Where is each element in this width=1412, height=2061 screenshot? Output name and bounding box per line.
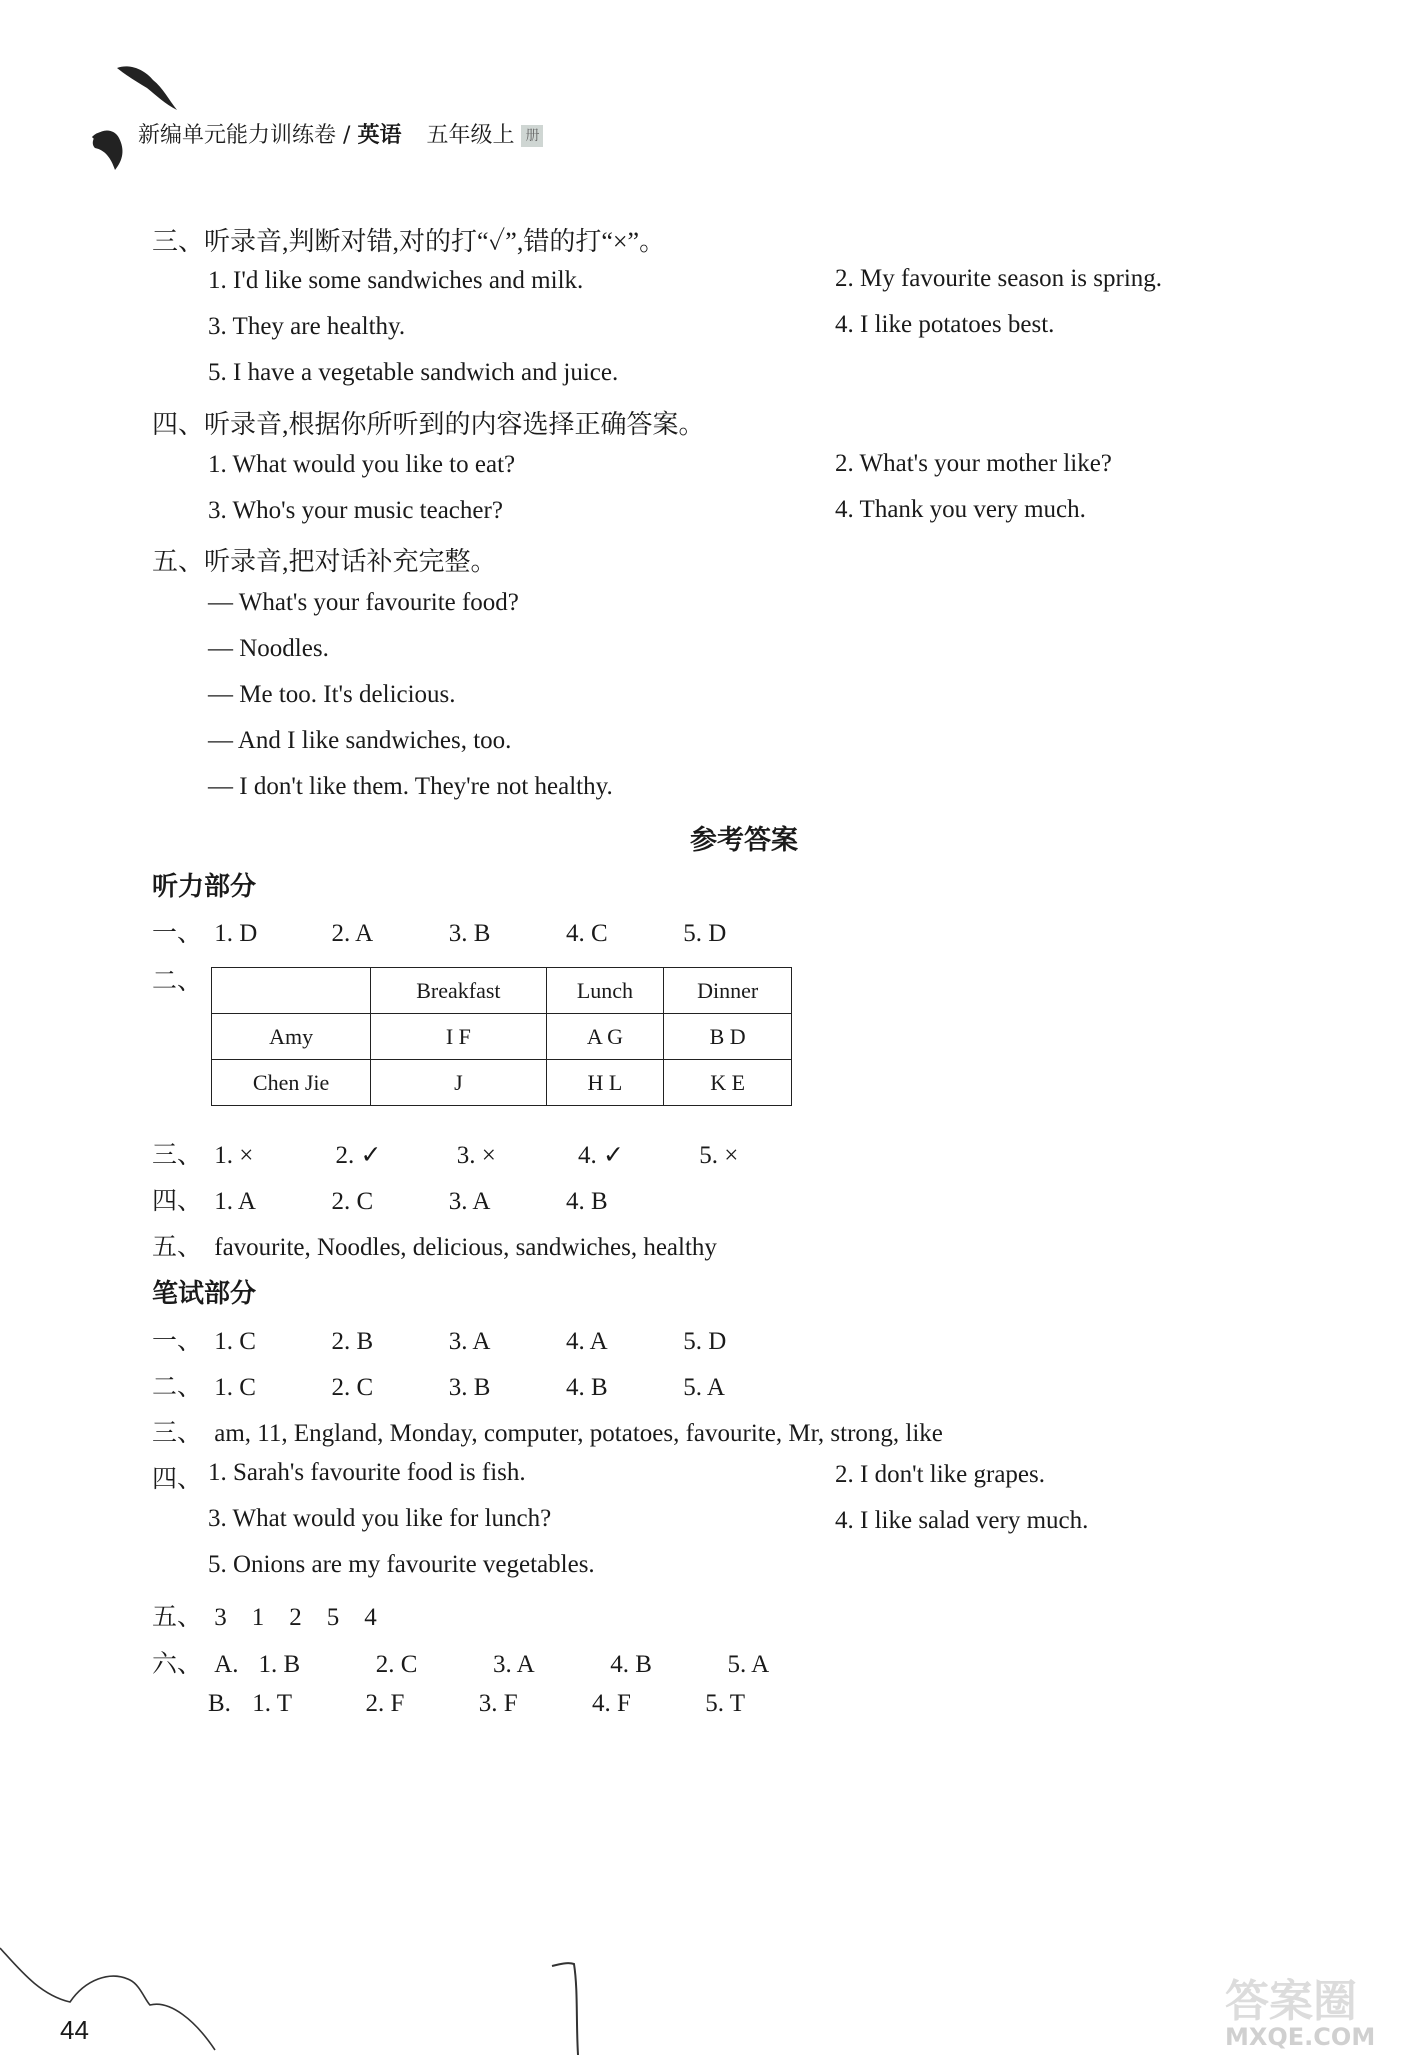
w3-answers [152,1413,943,1449]
l1-answer: 5. D [683,920,727,947]
w5-label: 五、 [152,1604,203,1631]
q3-item-1: 1. I'd like some sandwiches and milk. [208,267,584,294]
w2-answer: 5. A [683,1374,725,1401]
l3-answer: 3. × [456,1142,496,1169]
l1-answer: 4. C [566,920,608,947]
l5-answer: favourite, Noodles, delicious, sandwiches, healthy [214,1234,717,1261]
w2-answer: 2. C [331,1374,374,1401]
q5-title: 五、听录音,把对话补充完整。 [152,547,497,576]
q4-title: 四、听录音,根据你所听到的内容选择正确答案。 [152,410,705,439]
q5-line-1: — What's your favourite food? [208,589,519,616]
w6-b-answer: 3. F [478,1690,518,1717]
header-badge: 册 [521,125,543,147]
w6-a-answer: 4. B [610,1651,652,1678]
w1-answer: 2. B [331,1328,374,1355]
written-title: 笔试部分 [152,1279,257,1308]
q5-line-5: — I don't like them. They're not healthy. [208,773,613,800]
w4-item-5: 5. Onions are my favourite vegetables. [208,1551,595,1578]
w6-b-answer: 4. F [592,1690,631,1717]
w6-a-answer: 1. B [258,1651,301,1678]
l5-label: 五、 [152,1234,203,1261]
l4-answers [152,1181,608,1217]
watermark-url: MXQE.COM [1225,2023,1376,2051]
l1-answer: 1. D [214,920,258,947]
w2-label: 二、 [152,1374,203,1401]
w2-answer: 4. B [566,1374,608,1401]
listening-title: 听力部分 [152,872,257,901]
table-header-cell: Lunch [546,968,664,1014]
l3-answers [152,1135,738,1171]
q3-title: 三、听录音,判断对错,对的打“✓”,错的打“×”。 [152,227,666,256]
w1-answer: 5. D [683,1328,727,1355]
w3-answer: am, 11, England, Monday, computer, potatoes, favourite, Mr, strong, like [214,1420,943,1447]
l1-answer: 2. A [331,920,374,947]
q3-item-5: 5. I have a vegetable sandwich and juice. [208,359,619,386]
w6-a-answers [152,1644,769,1680]
w2-answer: 3. B [448,1374,491,1401]
l4-answer: 3. A [448,1188,491,1215]
table-cell: Amy [212,1014,371,1060]
w6-b-answer: 2. F [365,1690,405,1717]
w2-answers [152,1367,725,1403]
w5-answers [152,1597,377,1633]
table-cell: B D [664,1014,792,1060]
q3-item-4: 4. I like potatoes best. [835,311,1055,338]
w6-b-answer: 1. T [252,1690,293,1717]
w4-item-1: 1. Sarah's favourite food is fish. [208,1459,526,1486]
l3-answer: 5. × [699,1142,739,1169]
table-cell: Chen Jie [212,1060,371,1106]
l2-label: 二、 [152,968,203,995]
header-separator: / [343,123,351,148]
l1-label: 一、 [152,920,203,947]
table-cell: I F [371,1014,546,1060]
table-cell: H L [546,1060,664,1106]
l1-answers [152,913,726,949]
table-row [212,1014,792,1060]
l4-answer: 2. C [331,1188,374,1215]
meal-table [211,967,792,1106]
q5-line-3: — Me too. It's delicious. [208,681,456,708]
q4-item-2: 2. What's your mother like? [835,450,1112,477]
l4-answer: 4. B [566,1188,608,1215]
l5-answers [152,1227,717,1263]
w1-answers [152,1321,726,1357]
w4-item-4: 4. I like salad very much. [835,1507,1089,1534]
w6-a-answer: 3. A [493,1651,535,1678]
w6-a-answer: 5. A [727,1651,770,1678]
table-cell: A G [546,1014,664,1060]
l1-answer: 3. B [448,920,491,947]
w5-answer: 3 1 2 5 4 [214,1604,377,1631]
q5-line-4: — And I like sandwiches, too. [208,727,512,754]
w6-b-answer: 5. T [705,1690,746,1717]
w6-label: 六、 [152,1651,203,1678]
q3-item-2: 2. My favourite season is spring. [835,265,1163,292]
l4-label: 四、 [152,1188,203,1215]
w4-item-3: 3. What would you like for lunch? [208,1505,552,1532]
w4-label-row [152,1459,208,1495]
l3-answer: 2. ✓ [335,1142,382,1169]
table-row [212,1060,792,1106]
q4-item-4: 4. Thank you very much. [835,496,1086,523]
header-subject: 英语 [357,123,402,148]
w6-b-answers [208,1690,745,1718]
page-number: 44 [60,2015,89,2045]
table-cell: K E [664,1060,792,1106]
w4-item-2: 2. I don't like grapes. [835,1461,1046,1488]
l3-label: 三、 [152,1142,203,1169]
table-header-cell: Breakfast [371,968,546,1014]
w1-answer: 4. A [566,1328,608,1355]
table-cell: J [371,1060,546,1106]
w4-label: 四、 [152,1466,203,1493]
answers-title: 参考答案 [690,825,798,855]
footer-wave-decoration [0,1940,260,2061]
q3-item-3: 3. They are healthy. [208,313,406,340]
w3-label: 三、 [152,1420,203,1447]
table-header-cell [212,968,371,1014]
w1-label: 一、 [152,1328,203,1355]
header-grade: 五年级上 [426,123,515,148]
header-title [138,118,543,149]
l4-answer: 1. A [214,1188,256,1215]
q5-line-2: — Noodles. [208,635,329,662]
w6-a-label: A. [214,1651,239,1678]
w6-a-answer: 2. C [375,1651,418,1678]
l3-answer: 1. × [214,1142,254,1169]
w1-answer: 1. C [214,1328,256,1355]
q4-item-3: 3. Who's your music teacher? [208,497,503,524]
l3-answer: 4. ✓ [578,1142,624,1169]
header-series: 新编单元能力训练卷 [138,123,337,148]
table-header-row [212,968,792,1014]
q4-item-1: 1. What would you like to eat? [208,451,516,478]
watermark-logo: 答案圈 [1225,1976,1357,2027]
table-header-cell: Dinner [664,968,792,1014]
w1-answer: 3. A [448,1328,491,1355]
center-bracket-mark [550,1960,590,2060]
w2-answer: 1. C [214,1374,256,1401]
w6-b-label: B. [208,1690,231,1717]
